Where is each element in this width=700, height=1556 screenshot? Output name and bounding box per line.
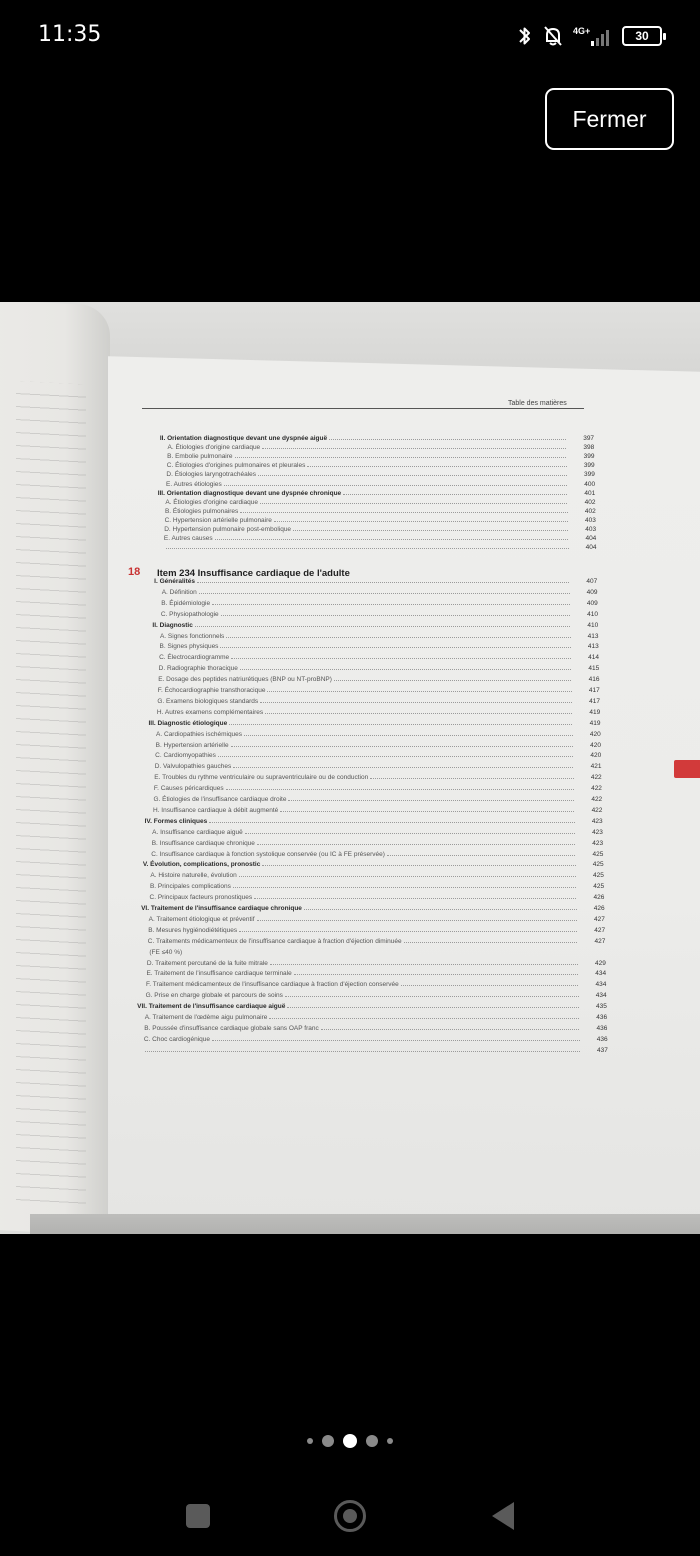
toc-page-number: 417: [588, 687, 600, 694]
photo-viewer-image[interactable]: [0, 302, 700, 1234]
toc-entry: [152, 840, 255, 848]
toc-page-number: 420: [590, 741, 601, 749]
toc-leader-dots: [329, 439, 566, 440]
toc-entry-label: B. Hypertension artérielle: [155, 741, 229, 749]
toc-entry-label: F. Traitement médicamenteux de l'insuffisance cardiaque à fraction d'éjection conservée: [146, 981, 399, 989]
toc-leader-dots: [387, 855, 576, 856]
toc-page-number: 436: [596, 1035, 608, 1043]
toc-page-number: 399: [583, 453, 595, 461]
toc-leader-dots: [280, 811, 574, 812]
toc-leader-dots: [260, 702, 572, 703]
toc-entry: [148, 938, 402, 946]
toc-entry: [159, 665, 238, 673]
toc-entry-label: G. Examens biologiques standards: [157, 697, 259, 705]
status-time: 11:35: [38, 22, 102, 47]
toc-entry-label: I. Généralités: [154, 578, 195, 585]
toc-entry: [167, 453, 232, 461]
toc-page-number: 426: [593, 894, 605, 902]
toc-entry: [161, 600, 210, 608]
toc-leader-dots: [257, 920, 577, 921]
toc-page-number: 415: [588, 665, 600, 673]
toc-page-number: 403: [585, 526, 597, 533]
toc-entry: [153, 807, 278, 815]
toc-page-number: 422: [591, 806, 603, 814]
toc-entry: [165, 508, 238, 516]
toc-entry-label: G. Prise en charge globale et parcours de soins: [145, 992, 283, 1000]
toc-entry-label: A. Insuffisance cardiaque aiguë: [152, 828, 243, 836]
toc-page-number: 402: [584, 498, 596, 506]
toc-page-number: 399: [583, 462, 595, 470]
bell-muted-icon: [542, 24, 564, 48]
toc-entry: [164, 526, 291, 534]
pager-dot[interactable]: [307, 1438, 313, 1444]
battery-level: 30: [635, 29, 649, 43]
toc-page-number: 425: [593, 872, 604, 880]
toc-page-number: 427: [594, 915, 605, 923]
toc-leader-dots: [224, 485, 567, 486]
toc-leader-dots: [209, 822, 574, 823]
signal-icon: [573, 25, 613, 47]
chapter-number: 18: [128, 566, 141, 578]
toc-entry-label: III. Diagnostic étiologique: [148, 719, 228, 727]
toc-page-number: 420: [590, 752, 602, 760]
toc-entry: [148, 720, 227, 728]
toc-entry: [150, 894, 253, 902]
toc-entry-label: E. Troubles du rythme ventriculaire ou supraventriculaire ou de conduction: [154, 774, 369, 782]
toc-entry-label: VI. Traitement de l'insuffisance cardiaque chronique: [141, 905, 302, 912]
toc-entry-label: C. Principaux facteurs pronostiques: [149, 894, 253, 902]
pager-dot[interactable]: [387, 1438, 393, 1444]
toc-page-number: 416: [588, 676, 600, 684]
toc-entry-label: A. Cardiopathies ischémiques: [156, 730, 243, 738]
toc-leader-dots: [287, 1007, 578, 1008]
toc-entry: [149, 949, 182, 957]
toc-entry: [157, 709, 263, 717]
toc-page-number: 400: [584, 480, 596, 488]
toc-page-number: 410: [587, 610, 599, 618]
toc-entry-label: B. Épidémiologie: [161, 599, 211, 607]
toc-entry: [155, 752, 216, 760]
toc-page-number: 401: [584, 489, 596, 497]
home-icon[interactable]: [334, 1500, 366, 1532]
toc-entry-label: F. Échocardiographie transthoracique: [157, 687, 266, 694]
toc-entry-label: B. Principales complications: [149, 883, 231, 891]
toc-leader-dots: [262, 865, 575, 866]
toc-leader-dots: [254, 898, 576, 899]
toc-entry: [166, 481, 222, 489]
bluetooth-icon: [517, 24, 533, 48]
toc-entry-label: G. Étiologies de l'insuffisance cardiaque droite: [153, 796, 287, 803]
toc-page-number: 434: [595, 992, 607, 1000]
toc-entry-label: C. Insuffisance cardiaque à fonction systolique conservée (ou IC à FE préservée): [151, 850, 385, 858]
toc-leader-dots: [220, 647, 570, 648]
toc-entry-label: E. Autres étiologies: [166, 480, 222, 488]
toc-page-number: 398: [583, 444, 595, 452]
toc-page-number: 423: [592, 839, 604, 847]
toc-entry-label: (FE ≤40 %): [149, 948, 183, 956]
toc-leader-dots: [321, 1029, 580, 1030]
toc-page-number: 435: [595, 1003, 607, 1011]
toc-page-number: 436: [596, 1014, 608, 1021]
toc-entry: [144, 1036, 210, 1044]
toc-leader-dots: [404, 942, 578, 943]
toc-entry-label: III. Orientation diagnostique devant une dyspnée chronique: [157, 489, 342, 497]
table-of-contents: [0, 302, 700, 1234]
toc-page-number: 423: [592, 828, 603, 836]
toc-page-number: 414: [588, 654, 599, 662]
toc-leader-dots: [262, 448, 566, 449]
toc-leader-dots: [257, 844, 575, 845]
toc-leader-dots: [270, 964, 578, 965]
toc-entry: [145, 1014, 268, 1022]
toc-leader-dots: [235, 457, 567, 458]
toc-entry: [149, 916, 255, 924]
toc-page-number: 409: [586, 588, 598, 596]
toc-entry: [152, 622, 192, 630]
toc-page-number: 404: [585, 535, 597, 543]
toc-entry-label: D. Hypertension pulmonaire post-embolique: [164, 526, 292, 533]
navigation-bar: [0, 1480, 700, 1556]
toc-entry-label: C. Cardiomyopathies: [155, 752, 216, 760]
toc-entry-label: C. Étiologies d'origines pulmonaires et pleurales: [166, 462, 306, 470]
toc-entry-label: C. Choc cardiogénique: [143, 1035, 210, 1043]
toc-entry-label: A. Histoire naturelle, évolution: [150, 872, 237, 880]
toc-entry-label: C. Physiopathologie: [160, 610, 219, 618]
toc-entry-label: A. Traitement de l'œdème aigu pulmonaire: [144, 1014, 268, 1021]
recents-icon[interactable]: [186, 1504, 210, 1528]
toc-entry: [146, 992, 283, 1000]
toc-leader-dots: [218, 756, 573, 757]
toc-entry: [160, 633, 224, 641]
toc-leader-dots: [267, 691, 571, 692]
toc-entry: [164, 535, 213, 543]
toc-entry: [150, 883, 231, 891]
toc-entry-label: V. Évolution, complications, pronostic: [142, 861, 261, 869]
toc-entry-label: B. Signes physiques: [159, 643, 219, 651]
toc-leader-dots: [226, 789, 574, 790]
toc-leader-dots: [215, 539, 569, 540]
toc-leader-dots: [343, 494, 567, 495]
toc-page-number: 434: [595, 981, 607, 989]
toc-entry-label: B. Mesures hygiénodiététiques: [148, 926, 238, 934]
toc-leader-dots: [231, 746, 573, 747]
toc-leader-dots: [274, 521, 568, 522]
toc-entry: [160, 435, 327, 443]
toc-leader-dots: [229, 724, 572, 725]
toc-entry: [160, 643, 219, 651]
toc-page-number: 422: [591, 796, 603, 803]
toc-page-number: 417: [589, 697, 600, 705]
toc-leader-dots: [240, 669, 571, 670]
toc-entry: [148, 927, 237, 935]
toc-entry-label: E. Autres causes: [163, 535, 213, 543]
toc-entry: [151, 851, 385, 859]
toc-entry: [150, 872, 236, 880]
toc-entry: [157, 698, 258, 706]
toc-entry-label: II. Orientation diagnostique devant une dyspnée aiguë: [159, 435, 328, 442]
toc-page-number: 399: [584, 471, 595, 479]
toc-page-number: 427: [594, 937, 606, 945]
toc-entry: [167, 462, 306, 470]
toc-entry: [146, 970, 291, 978]
toc-entry-label: C. Hypertension artérielle pulmonaire: [164, 516, 272, 524]
toc-entry: [156, 742, 229, 750]
pager-dot-active[interactable]: [343, 1434, 357, 1448]
toc-entry-label: D. Radiographie thoracique: [158, 665, 238, 673]
toc-entry-label: A. Étiologies d'origine cardiaque: [167, 444, 261, 452]
toc-entry-label: D. Étiologies laryngotrachéales: [166, 471, 257, 479]
toc-entry-label: B. Embolie pulmonaire: [167, 453, 233, 461]
toc-leader-dots: [239, 876, 576, 877]
toc-leader-dots: [199, 593, 570, 594]
toc-leader-dots: [166, 548, 569, 549]
toc-entry: [154, 774, 368, 782]
toc-leader-dots: [212, 604, 570, 605]
toc-page-number: 427: [594, 926, 606, 934]
toc-leader-dots: [239, 931, 577, 932]
toc-entry-label: F. Causes péricardiques: [153, 785, 224, 793]
back-icon[interactable]: [492, 1502, 514, 1530]
toc-entry: [161, 611, 219, 619]
toc-leader-dots: [334, 680, 572, 681]
toc-entry: [143, 861, 261, 869]
toc-leader-dots: [212, 1040, 580, 1041]
toc-entry-label: H. Insuffisance cardiaque à débit augmenté: [153, 806, 279, 814]
toc-page-number: 407: [586, 578, 598, 585]
toc-leader-dots: [197, 582, 569, 583]
toc-entry-label: E. Dosage des peptides natriurétiques (BNP ou NT-proBNP): [158, 676, 332, 684]
toc-page-number: 426: [593, 905, 605, 912]
toc-page-number: 409: [586, 599, 598, 607]
toc-entry: [147, 960, 268, 968]
toc-page-number: 436: [596, 1024, 608, 1032]
toc-leader-dots: [258, 475, 567, 476]
toc-page-number: 429: [595, 959, 606, 967]
toc-leader-dots: [221, 615, 570, 616]
toc-entry-label: A. Traitement étiologique et préventif: [148, 915, 255, 923]
toc-page-number: 410: [587, 621, 599, 629]
toc-page-number: 413: [587, 643, 599, 651]
chapter-title: Item 234 Insuffisance cardiaque de l'adulte: [157, 568, 350, 579]
toc-leader-dots: [244, 735, 573, 736]
toc-page-number: 437: [596, 1046, 608, 1054]
toc-page-number: 434: [595, 970, 607, 978]
toc-entry: [158, 490, 341, 498]
toc-entry: [168, 444, 261, 452]
toc-entry-label: B. Étiologies pulmonaires: [164, 507, 239, 515]
toc-entry-label: A. Définition: [161, 588, 197, 596]
toc-leader-dots: [195, 626, 570, 627]
toc-entry: [166, 471, 256, 479]
toc-entry: [165, 499, 258, 507]
toc-leader-dots: [293, 530, 568, 531]
toc-page-number: 421: [590, 763, 602, 771]
toc-entry-label: A. Étiologies d'origine cardiaque: [165, 498, 258, 506]
toc-page-number: 404: [585, 544, 597, 552]
toc-page-number: 419: [589, 719, 601, 727]
toc-page-number: 419: [589, 708, 601, 716]
toc-entry: [141, 905, 302, 913]
status-icons: [517, 22, 662, 50]
toc-entry: [154, 785, 224, 793]
toc-entry-label: D. Traitement percutané de la fuite mitrale: [146, 959, 268, 967]
toc-page-number: 423: [591, 817, 603, 825]
toc-entry-label: A. Signes fonctionnels: [159, 632, 225, 640]
toc-leader-dots: [269, 1018, 579, 1019]
toc-entry: [165, 517, 272, 525]
toc-page-number: 397: [583, 435, 595, 442]
page-indicator: [0, 1432, 700, 1450]
status-bar: [0, 0, 700, 72]
toc-leader-dots: [240, 512, 567, 513]
toc-entry: [155, 763, 231, 771]
close-button[interactable]: Fermer: [545, 88, 674, 150]
toc-leader-dots: [307, 466, 566, 467]
toc-page-number: 422: [591, 785, 602, 793]
toc-leader-dots: [288, 800, 574, 801]
toc-leader-dots: [233, 767, 573, 768]
toc-entry: [152, 829, 243, 837]
toc-page-number: 403: [585, 516, 596, 524]
toc-entry: [158, 687, 266, 695]
toc-entry: [137, 1003, 285, 1011]
toc-leader-dots: [233, 887, 576, 888]
toc-entry: [153, 796, 286, 804]
toc-page-number: 425: [592, 850, 604, 858]
toc-entry-label: C. Électrocardiogramme: [159, 654, 230, 662]
toc-leader-dots: [401, 985, 579, 986]
toc-entry-label: E. Traitement de l'insuffisance cardiaque terminale: [146, 970, 292, 978]
toc-page-number: 425: [593, 883, 605, 891]
toc-entry: [146, 981, 399, 989]
toc-leader-dots: [260, 503, 567, 504]
toc-leader-dots: [265, 713, 572, 714]
toc-leader-dots: [304, 909, 577, 910]
toc-entry: [159, 654, 229, 662]
toc-page-number: 420: [589, 730, 601, 738]
toc-page-number: 425: [592, 861, 604, 869]
toc-entry-label: C. Traitements médicamenteux de l'insuffisance cardiaque à fraction d'éjection diminuée: [147, 937, 402, 945]
toc-entry-label: D. Valvulopathies gauches: [154, 763, 232, 771]
toc-entry-label: VII. Traitement de l'insuffisance cardiaque aiguë: [137, 1003, 286, 1011]
toc-leader-dots: [285, 996, 579, 997]
pager-dot[interactable]: [366, 1435, 378, 1447]
toc-entry: [145, 818, 208, 826]
toc-leader-dots: [370, 778, 573, 779]
toc-page-number: 422: [590, 774, 602, 782]
toc-entry: [144, 1025, 318, 1033]
toc-leader-dots: [145, 1051, 579, 1052]
toc-leader-dots: [226, 637, 570, 638]
toc-leader-dots: [231, 658, 571, 659]
battery-icon: [622, 26, 662, 46]
pager-dot[interactable]: [322, 1435, 334, 1447]
toc-page-number: 413: [587, 632, 599, 640]
toc-leader-dots: [245, 833, 575, 834]
toc-entry: [158, 676, 332, 684]
toc-entry-label: H. Autres examens complémentaires: [156, 708, 264, 716]
toc-page-number: 402: [584, 507, 596, 515]
toc-entry-label: B. Poussée d'insuffisance cardiaque globale sans OAP franc: [144, 1024, 319, 1032]
network-type-label: 4G+: [573, 26, 591, 36]
toc-entry: [154, 578, 195, 586]
toc-entry-label: B. Insuffisance cardiaque chronique: [151, 839, 255, 847]
toc-entry-label: II. Diagnostic: [152, 621, 193, 629]
toc-entry: [156, 731, 242, 739]
page-header-label: Table des matières: [508, 400, 567, 407]
toc-entry-label: IV. Formes cliniques: [144, 817, 208, 825]
toc-entry: [162, 589, 197, 597]
toc-leader-dots: [294, 974, 578, 975]
